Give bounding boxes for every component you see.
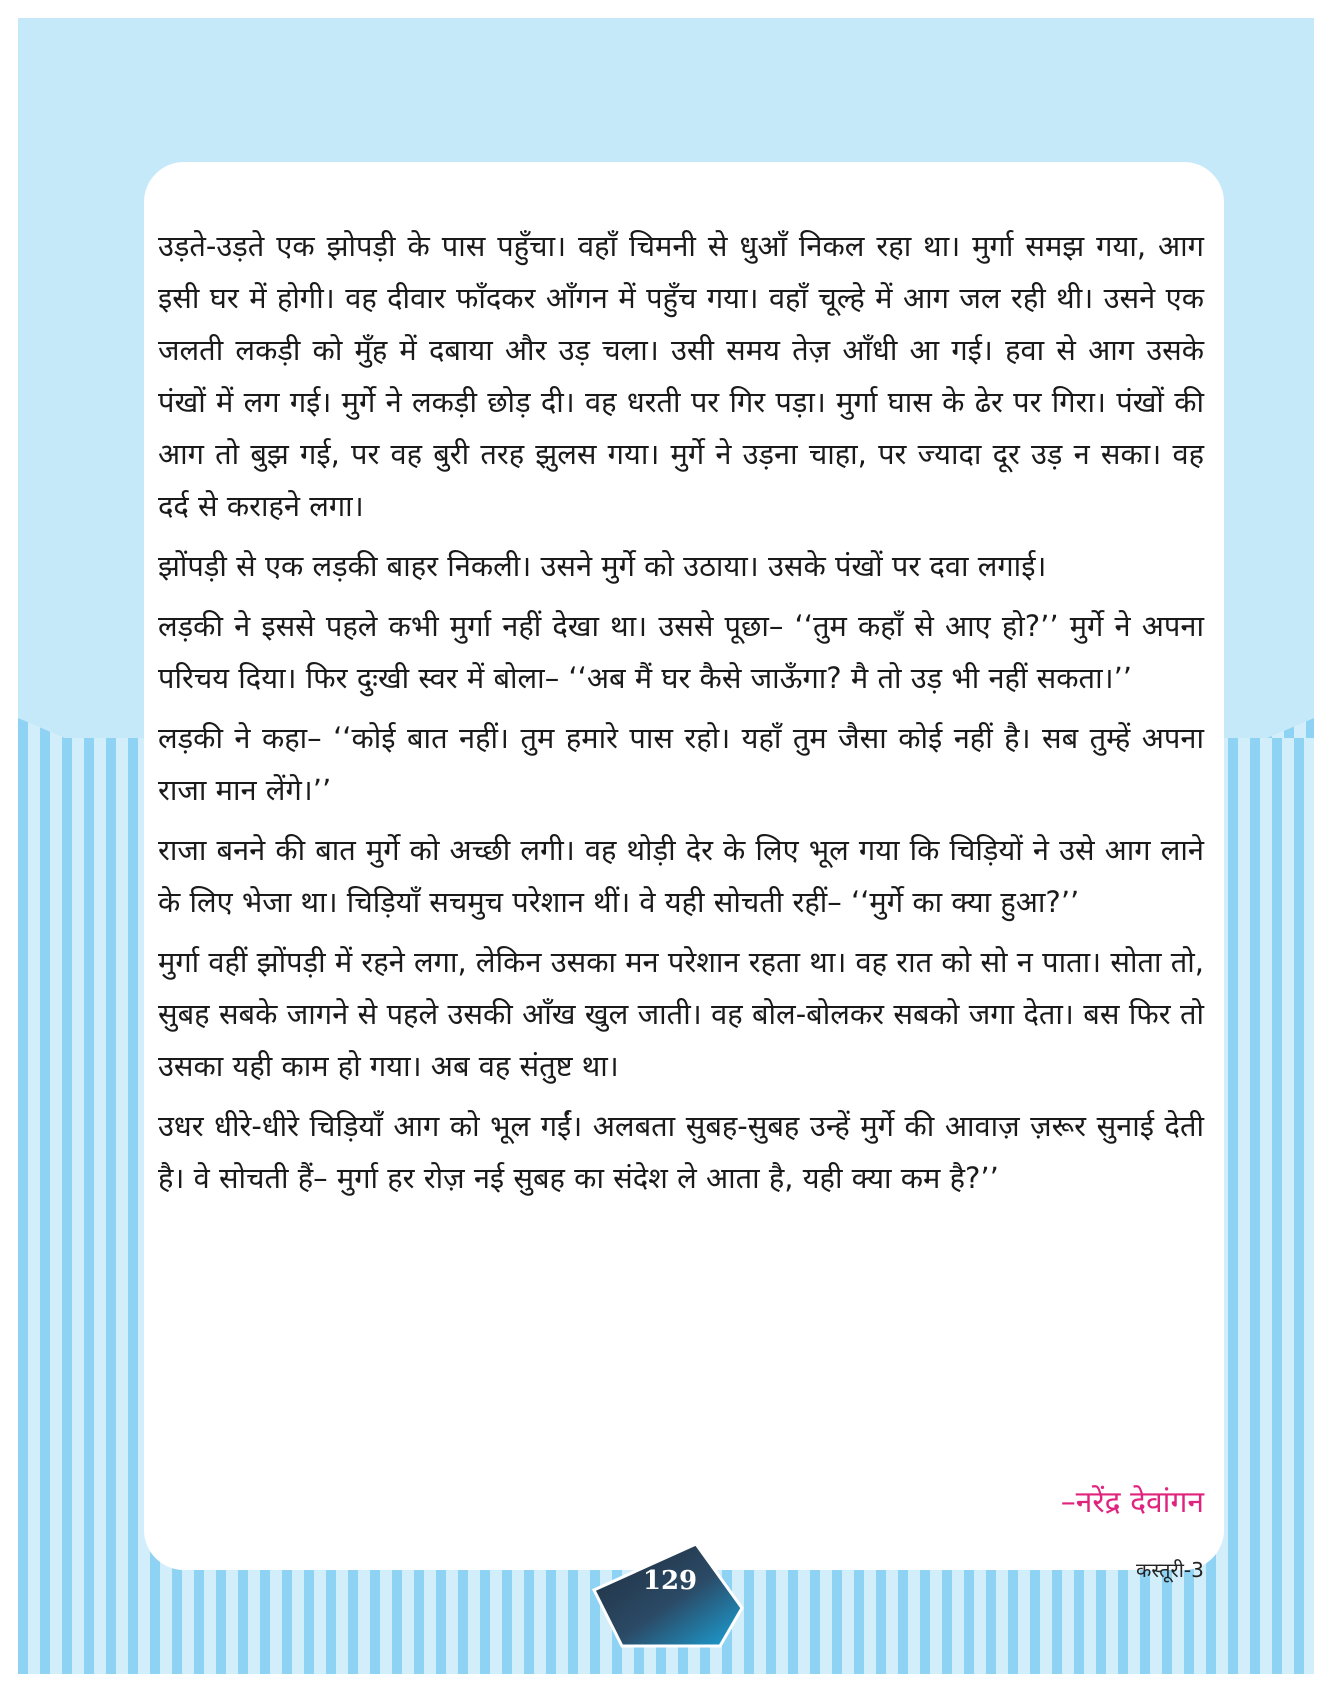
- story-paragraph-2: झोंपड़ी से एक लड़की बाहर निकली। उसने मुर्गे को उठाया। उसके पंखों पर दवा लगाई।: [158, 549, 1047, 583]
- story-paragraph-4: लड़की ने कहा– ‘‘कोई बात नहीं। तुम हमारे पास रहो। यहाँ तुम जैसा कोई नहीं है। सब तुम्हें अपना राजा मान लेंगे।’’: [158, 721, 1204, 807]
- story-paragraph-1: उड़ते-उड़ते एक झोपड़ी के पास पहुँचा। वहाँ चिमनी से धुआँ निकल रहा था। मुर्गा समझ गया, आग इसी घर में होगी। वह दीवार फाँदकर आँगन में पहुँच गया। वहाँ चूल्हे में आग जल रही थी। उसने एक जलती लकड़ी को मुँह में दबाया और उड़ चला। उसी समय तेज़ आँधी आ गई। हवा से आग उसके पंखों में लग गई। मुर्गे ने लकड़ी छोड़ दी। वह धरती पर गिर पड़ा। मुर्गा घास के ढेर पर गिरा। पंखों की आग तो बुझ गई, पर वह बुरी तरह झुलस गया। मुर्गे ने उड़ना चाहा, पर ज्यादा दूर उड़ न सका। वह दर्द से कराहने लगा।: [158, 229, 1204, 523]
- page-number: 129: [642, 1566, 698, 1596]
- page-number-badge: [586, 1542, 746, 1652]
- story-paragraph-5: राजा बनने की बात मुर्गे को अच्छी लगी। वह थोड़ी देर के लिए भूल गया कि चिड़ियों ने उसे आग लाने के लिए भेजा था। चिड़ियाँ सचमुच परेशान थीं। वे यही सोचती रहीं– ‘‘मुर्गे का क्या हुआ?’’: [158, 833, 1204, 919]
- story-paragraph-6: मुर्गा वहीं झोंपड़ी में रहने लगा, लेकिन उसका मन परेशान रहता था। वह रात को सो न पाता। सोता तो, सुबह सबके जागने से पहले उसकी आँख खुल जाती। वह बोल-बोलकर सबको जगा देता। बस फिर तो उसका यही काम हो गया। अब वह संतुष्ट था।: [158, 945, 1204, 1083]
- author-name: –नरेंद्र देवांगन: [1060, 1485, 1204, 1520]
- page-background: [18, 18, 1314, 1674]
- book-label: कस्तूरी-3: [1136, 1558, 1204, 1582]
- story-body: [158, 220, 1204, 1212]
- text-card: [144, 162, 1224, 1570]
- story-paragraph-3: लड़की ने इससे पहले कभी मुर्गा नहीं देखा था। उससे पूछा– ‘‘तुम कहाँ से आए हो?’’ मुर्गे ने अपना परिचय दिया। फिर दुःखी स्वर में बोला– ‘‘अब मैं घर कैसे जाऊँगा? मै तो उड़ भी नहीं सकता।’’: [158, 609, 1204, 695]
- story-paragraph-7: उधर धीरे-धीरे चिड़ियाँ आग को भूल गईं। अलबता सुबह-सुबह उन्हें मुर्गे की आवाज़ ज़रूर सुनाई देती है। वे सोचती हैं– मुर्गा हर रोज़ नई सुबह का संदेश ले आता है, यही क्या कम है?’’: [158, 1109, 1204, 1195]
